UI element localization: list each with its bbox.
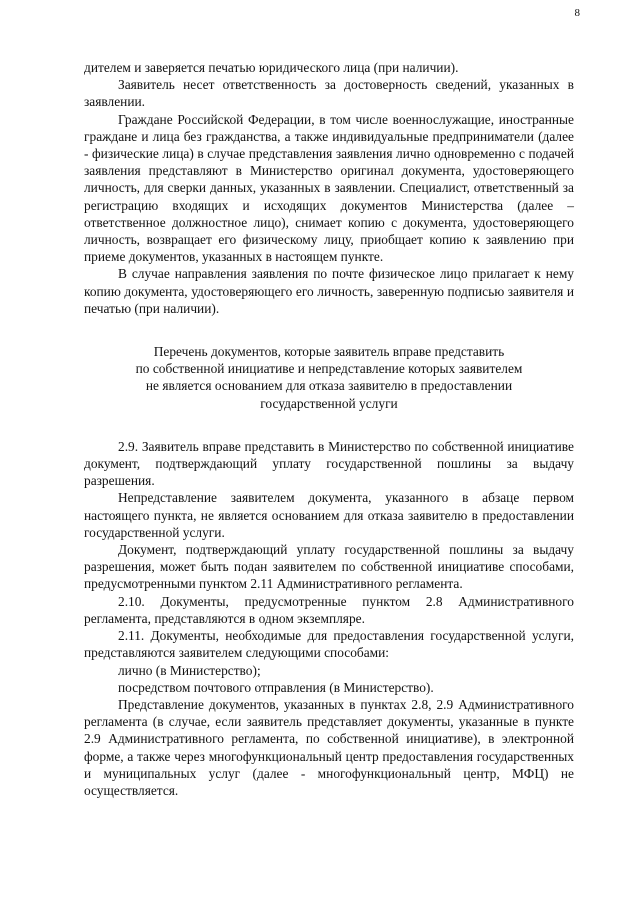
heading-line: Перечень документов, которые заявитель вправе представить [153,344,505,360]
section-heading [94,343,564,412]
paragraph: лично (в Министерство); [118,662,261,678]
paragraph: 2.10. Документы, предусмотренные пунктом 2.8 Административного регламента, представляются в одном экземпляре. [84,593,574,626]
paragraph: Представление документов, указанных в пунктах 2.8, 2.9 Административного регламента (в случае, если заявитель представляет документы, указанные в пункте 2.9 Административного регламента, по собственной инициативе), в электронной форме, а также через многофункциональный центр предоставления государственных и муниципальных услуг (далее - многофункциональный центр, МФЦ) не осуществляется. [84,696,574,798]
heading-line: государственной услуги [260,395,398,411]
paragraph: посредством почтового отправления (в Министерство). [118,679,434,695]
paragraph: 2.11. Документы, необходимые для предоставления государственной услуги, представляются заявителем следующими способами: [84,628,574,661]
heading-line: по собственной инициативе и непредставление которых заявителем [135,361,523,377]
paragraph: 2.9. Заявитель вправе представить в Министерство по собственной инициативе документ, подтверждающий уплату государственной пошлины за выдачу разрешения. [84,438,574,489]
paragraph: Заявитель несет ответственность за достоверность сведений, указанных в заявлении. [84,77,574,110]
paragraph: дителем и заверяется печатью юридического лица (при наличии). [84,60,459,75]
heading-line: не является основанием для отказа заявителю в предоставлении [145,378,513,394]
paragraph: Непредставление заявителем документа, указанного в абзаце первом настоящего пункта, не является основанием для отказа заявителю в предоставлении государственной услуги. [84,490,574,540]
paragraph: Граждане Российской Федерации, в том числе военнослужащие, иностранные граждане и лица без гражданства, а также индивидуальные предприниматели (далее - физические лица) в случае представления заявления лично одновременно с подачей заявления представляют в Министерство оригинал документа, удостоверяющего личность, для сверки данных, указанных в заявлении. Специалист, ответственный за регистрацию входящих и исходящих документов Министерства (далее – ответственное должностное лицо), снимает копию с документа, удостоверяющего личность, возвращает его физическому лицу, приобщает копию к заявлению при приеме документов, указанных в настоящем пункте. [84,111,574,265]
page-number: 8 [574,7,580,19]
document-body [84,59,574,799]
paragraph: В случае направления заявления по почте физическое лицо прилагает к нему копию документа, удостоверяющего его личность, заверенную подписью заявителя и печатью (при наличии). [84,266,574,316]
paragraph: Документ, подтверждающий уплату государственной пошлины за выдачу разрешения, может быть подан заявителем по собственной инициативе способами, предусмотренными пунктом 2.11 Административного регламента. [84,542,574,592]
